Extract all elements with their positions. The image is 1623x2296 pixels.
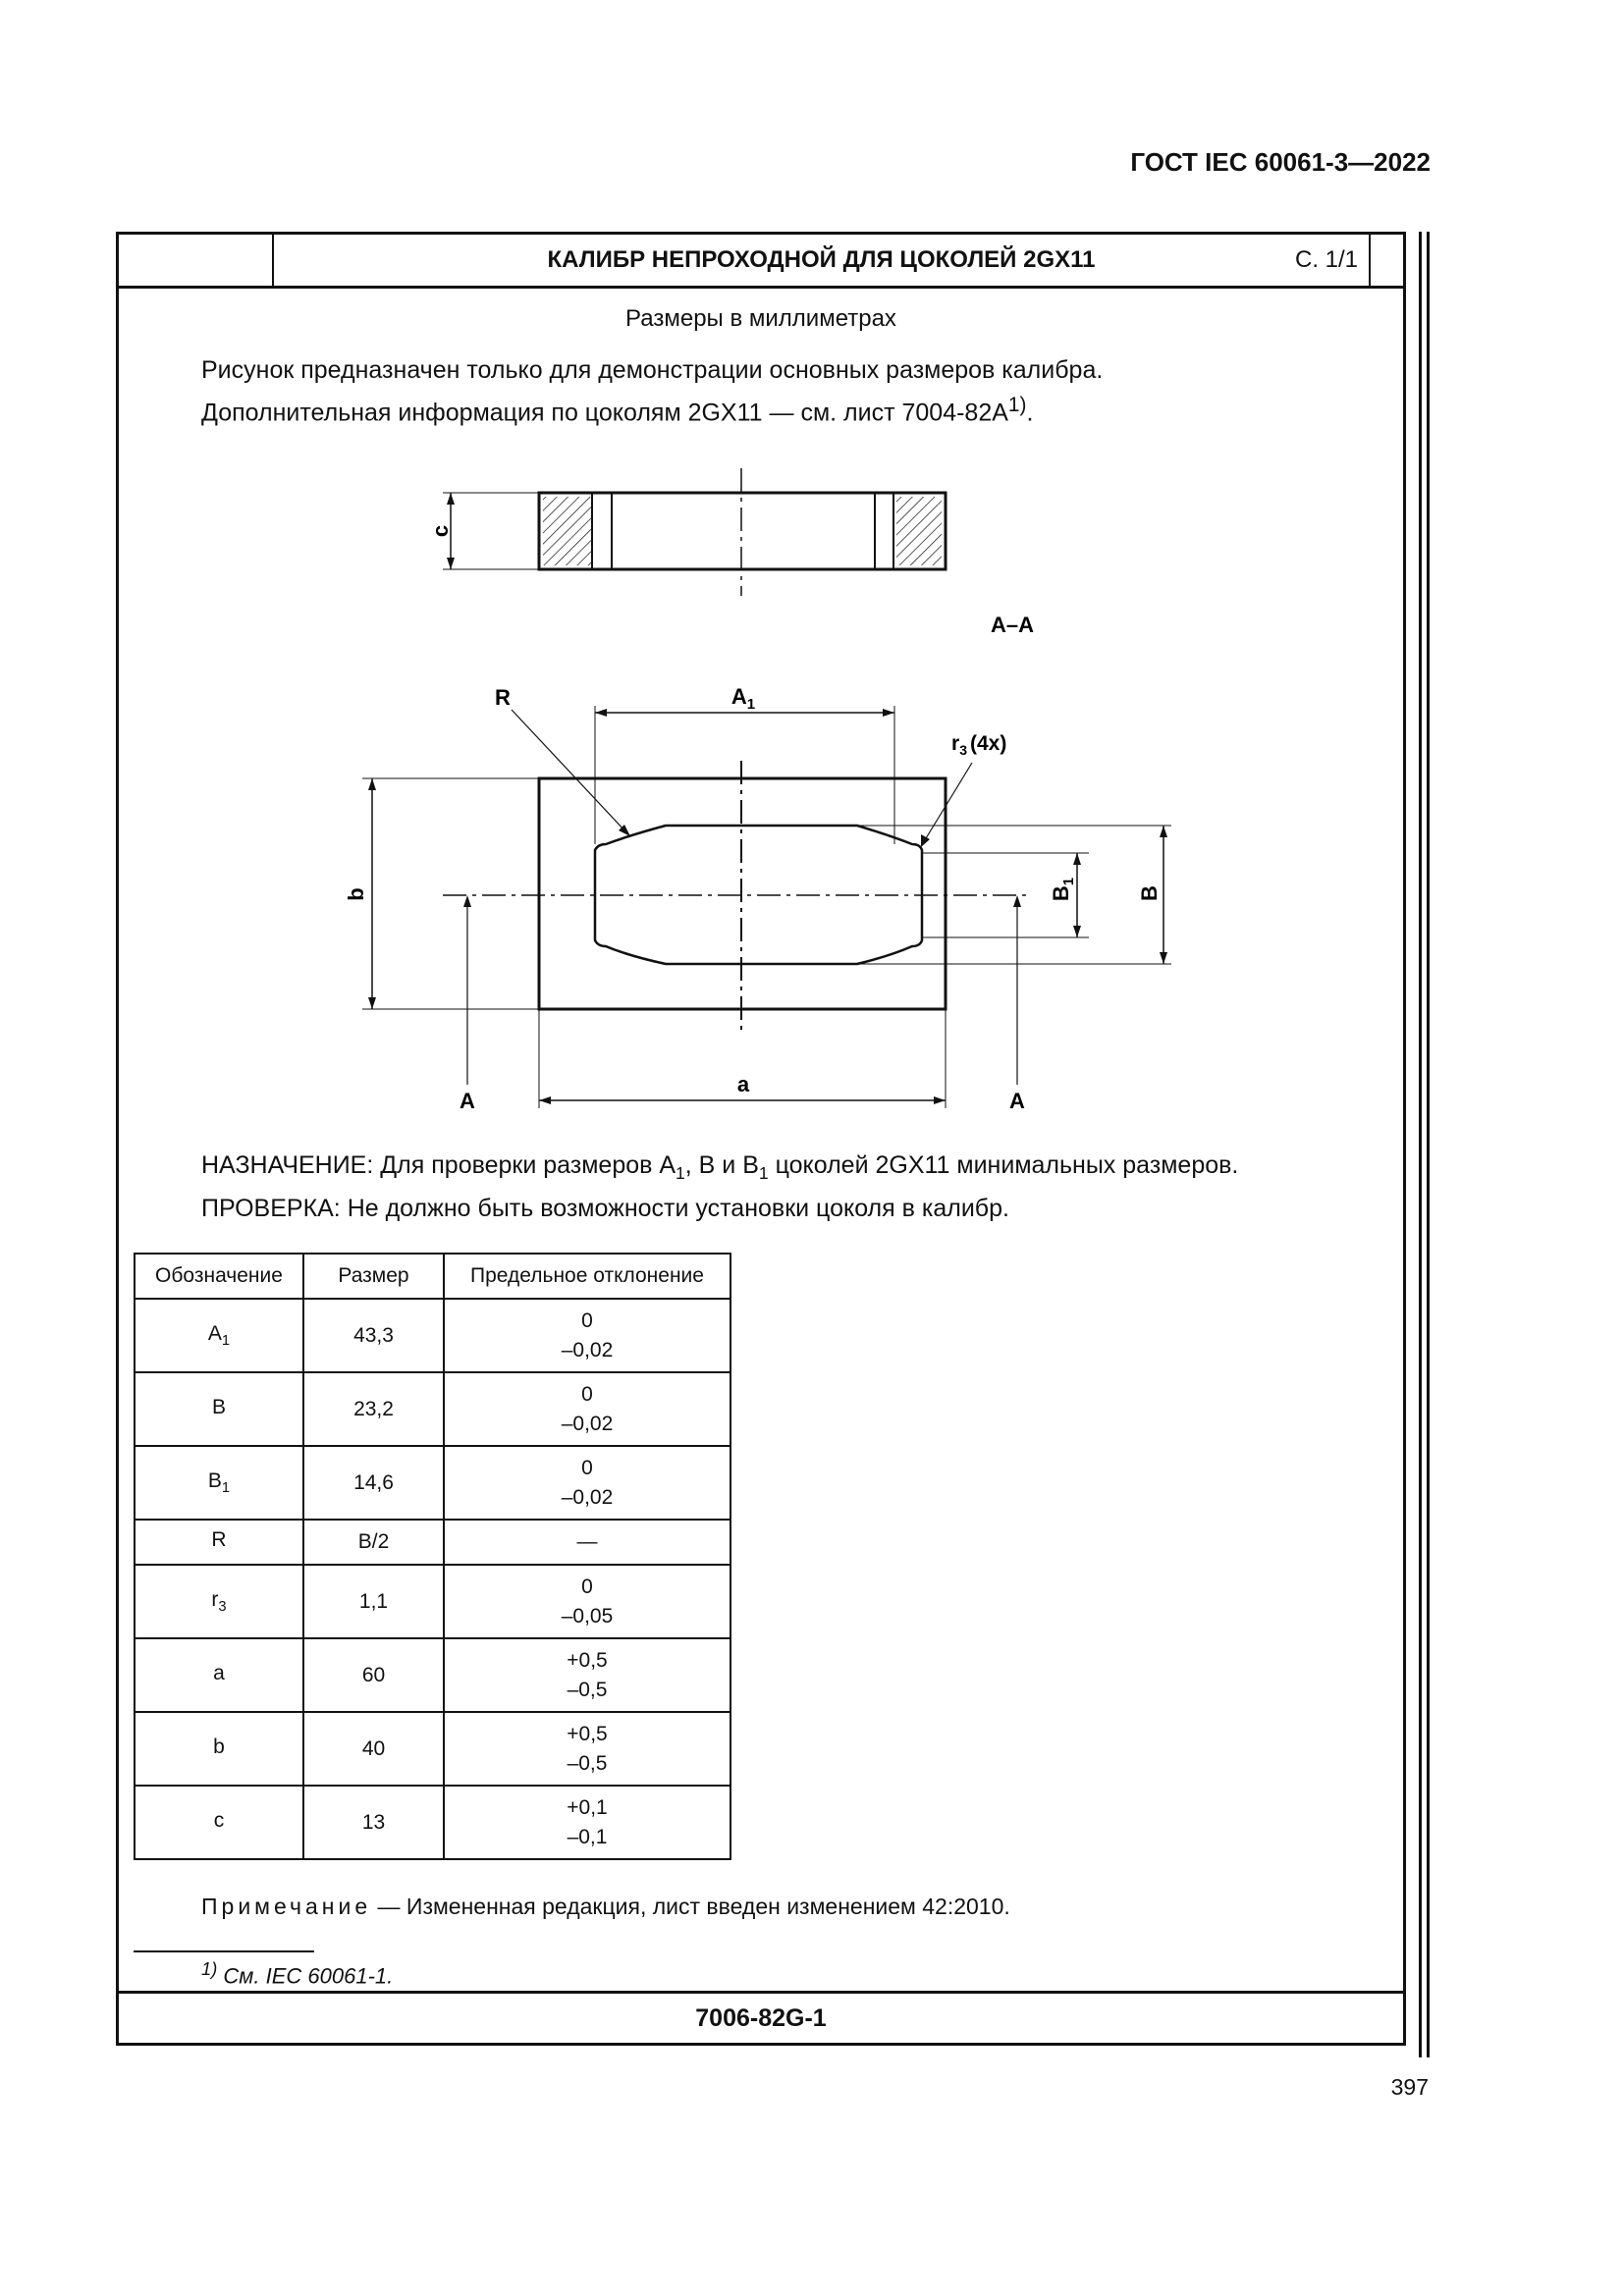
binding-rail — [1419, 232, 1422, 2057]
table-row — [135, 1638, 730, 1712]
dim-R-label: R — [495, 685, 511, 710]
purpose-sub-1: 1 — [676, 1163, 685, 1183]
dim-B-label: B — [1137, 885, 1162, 901]
tolerance-upper: 0 — [581, 1382, 593, 1406]
designation-symbol: b — [213, 1735, 225, 1758]
cell-size: 13 — [303, 1786, 444, 1859]
tolerance-lower: –0,5 — [567, 1678, 608, 1701]
svg-text:A1 — [731, 684, 755, 713]
purpose-part-2: , B и B — [684, 1151, 759, 1179]
purpose-sub-2: 1 — [758, 1163, 769, 1183]
cell-size: 14,6 — [303, 1446, 444, 1520]
tolerance-lower: –0,5 — [567, 1751, 608, 1775]
cell-designation — [135, 1299, 303, 1372]
designation-symbol: B — [207, 1468, 222, 1492]
tolerance-upper: +0,5 — [567, 1722, 608, 1745]
footnote-ref: 1) — [1007, 394, 1027, 416]
cell-tolerance — [444, 1638, 730, 1712]
designation-symbol: a — [213, 1661, 225, 1684]
cell-designation — [135, 1520, 303, 1565]
dim-a-label: a — [736, 1072, 750, 1096]
table-row — [135, 1565, 730, 1638]
gauge-drawing — [119, 235, 1409, 1148]
cell-size: 40 — [303, 1712, 444, 1786]
check-line: ПРОВЕРКА: Не должно быть возможности установки цоколя в калибр. — [201, 1195, 1009, 1222]
dim-b-label: b — [344, 887, 368, 901]
dim-A1-label: A — [730, 684, 747, 709]
tolerance-upper: +0,5 — [567, 1648, 608, 1672]
dim-B1-label: B — [1049, 885, 1073, 902]
designation-symbol: c — [213, 1808, 225, 1832]
intro-line-2-end: . — [1026, 399, 1034, 427]
designation-symbol: R — [211, 1528, 227, 1552]
page-number: 397 — [1390, 2074, 1429, 2100]
tolerance-lower: –0,05 — [561, 1604, 614, 1628]
dim-B1-sub: 1 — [1060, 877, 1077, 886]
cell-size: 60 — [303, 1638, 444, 1712]
table-row — [135, 1786, 730, 1859]
header-tolerance: Предельное отклонение — [444, 1254, 730, 1299]
cell-tolerance — [444, 1446, 730, 1520]
cell-size: 43,3 — [303, 1299, 444, 1372]
section-label: A–A — [990, 613, 1035, 637]
purpose-line — [201, 1148, 1238, 1191]
cell-designation — [135, 1372, 303, 1446]
cell-size: 23,2 — [303, 1372, 444, 1446]
table-row — [135, 1520, 730, 1565]
tolerance-upper: 0 — [581, 1456, 593, 1479]
cell-tolerance — [444, 1712, 730, 1786]
dim-c-label: c — [428, 524, 453, 538]
cell-designation — [135, 1638, 303, 1712]
dim-r3-label: r — [951, 732, 960, 755]
tolerance-lower: –0,02 — [561, 1338, 614, 1362]
plan-view — [344, 684, 1171, 1113]
tolerance-upper: +0,1 — [567, 1795, 608, 1819]
cell-tolerance — [444, 1372, 730, 1446]
designation-sub: 3 — [218, 1599, 227, 1616]
footnote-text: См. IEC 60061-1. — [217, 1963, 394, 1989]
purpose-part-1: НАЗНАЧЕНИЕ: Для проверки размеров A — [201, 1151, 676, 1179]
designation-symbol: r — [211, 1587, 219, 1611]
designation-symbol: B — [211, 1395, 226, 1418]
tolerance-lower: –0,02 — [561, 1412, 614, 1435]
cell-tolerance — [444, 1299, 730, 1372]
cell-designation — [135, 1786, 303, 1859]
designation-sub: 1 — [221, 1333, 231, 1350]
sheet-index: С. 1/1 — [1294, 246, 1359, 273]
tolerance-upper: 0 — [581, 1575, 593, 1598]
side-view — [428, 468, 946, 596]
footnote-mark: 1) — [201, 1958, 218, 1979]
footnote-separator — [134, 1950, 314, 1952]
footnote — [201, 1958, 393, 1989]
cell-size: 1,1 — [303, 1565, 444, 1638]
section-mark-right: A — [1009, 1089, 1025, 1113]
header-size: Размер — [303, 1254, 444, 1299]
purpose-part-3: цоколей 2GX11 минимальных размеров. — [768, 1151, 1239, 1179]
binding-rail — [1427, 232, 1430, 2057]
cell-designation — [135, 1565, 303, 1638]
standard-designation: ГОСТ IEC 60061-3—2022 — [1130, 147, 1431, 177]
dim-r3-count: (4x) — [969, 732, 1007, 755]
drawing-sheet-frame — [116, 232, 1406, 2046]
intro-line-1: Рисунок предназначен только для демонстрации основных размеров калибра. — [201, 356, 1104, 384]
table-row — [135, 1372, 730, 1446]
note-label: Примечание — [201, 1894, 372, 1919]
tolerance-lower: –0,02 — [561, 1485, 614, 1509]
table-row — [135, 1446, 730, 1520]
cell-tolerance — [444, 1565, 730, 1638]
svg-text:r3(4x) — [951, 732, 1006, 758]
dim-r3-sub: 3 — [959, 742, 967, 758]
intro-line-2-text: Дополнительная информация по цоколям 2GX11 — см. лист 7004-82A — [201, 399, 1008, 427]
sheet-title: КАЛИБР НЕПРОХОДНОЙ ДЛЯ ЦОКОЛЕЙ 2GX11 — [274, 235, 1371, 286]
table-header-row — [135, 1254, 730, 1299]
dimensions-table — [134, 1253, 731, 1860]
table-row — [135, 1712, 730, 1786]
sheet-number: 7006-82G-1 — [119, 1991, 1403, 2043]
cell-tolerance — [444, 1520, 730, 1565]
svg-text:B1 — [1049, 878, 1077, 901]
table-row — [135, 1299, 730, 1372]
purpose-text — [201, 1148, 1238, 1226]
note-text: — Измененная редакция, лист введен изменением 42:2010. — [371, 1894, 1010, 1919]
tolerance-upper: — — [576, 1530, 598, 1553]
cell-tolerance — [444, 1786, 730, 1859]
cell-size: B/2 — [303, 1520, 444, 1565]
header-designation: Обозначение — [135, 1254, 303, 1299]
designation-symbol: A — [207, 1321, 222, 1345]
note — [201, 1894, 1010, 1920]
tolerance-lower: –0,1 — [567, 1825, 608, 1848]
cell-designation — [135, 1446, 303, 1520]
units-note: Размеры в миллиметрах — [625, 305, 896, 332]
tolerance-upper: 0 — [581, 1308, 593, 1332]
designation-sub: 1 — [221, 1480, 231, 1497]
dim-A1-sub: 1 — [746, 696, 756, 713]
cell-designation — [135, 1712, 303, 1786]
section-mark-left: A — [460, 1089, 475, 1113]
